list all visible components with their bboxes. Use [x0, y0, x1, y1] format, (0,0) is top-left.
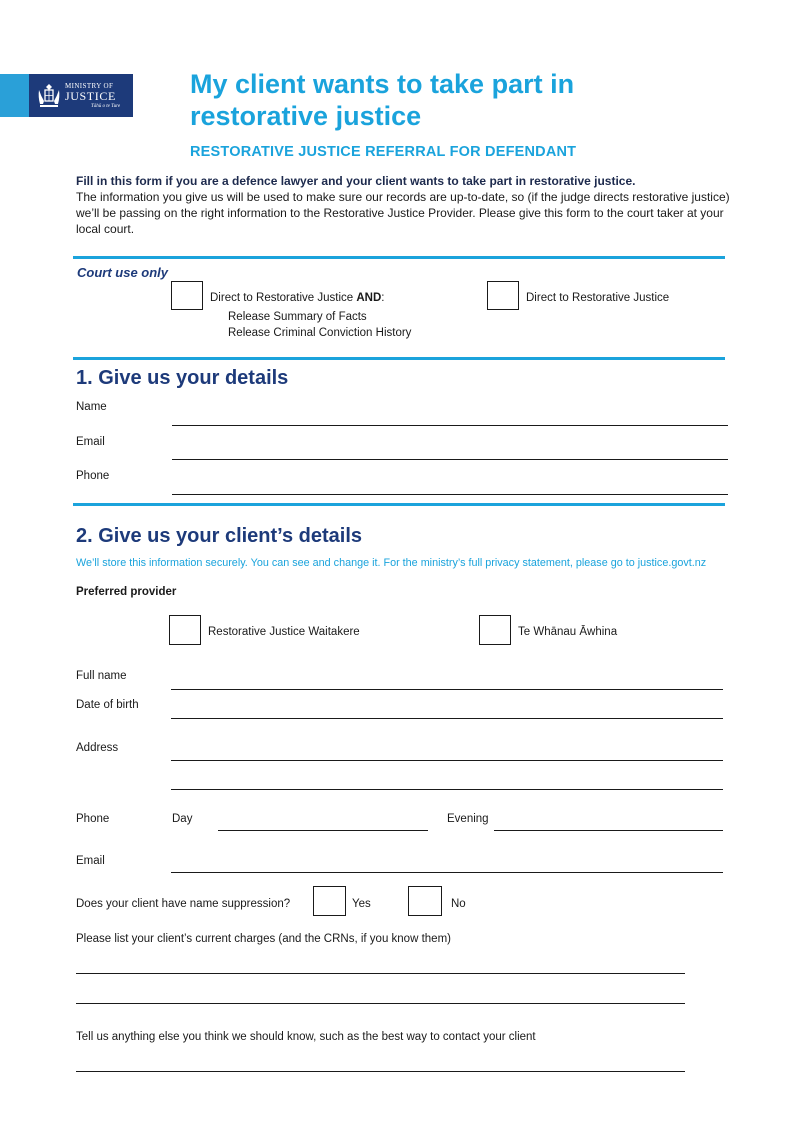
client-dob-field[interactable] — [171, 718, 723, 719]
ministry-logo — [0, 74, 133, 117]
client-address-field-2[interactable] — [171, 789, 723, 790]
your-name-field[interactable] — [172, 425, 728, 426]
provider-waitakere-checkbox[interactable] — [169, 615, 201, 645]
suppression-yes-checkbox[interactable] — [313, 886, 346, 916]
suppression-question: Does your client have name suppression? — [76, 898, 291, 910]
client-address-field-1[interactable] — [171, 760, 723, 761]
privacy-statement: We’ll store this information securely. You can see and change it. For the ministry’s full privacy statement, please go to justice.govt.nz — [76, 557, 707, 569]
section2-heading: 2. Give us your client’s details — [76, 525, 363, 547]
coat-of-arms-icon — [36, 82, 62, 109]
client-phone-label: Phone — [76, 813, 110, 825]
court-option-release-checkbox[interactable] — [171, 281, 203, 310]
court-option-release-label — [210, 292, 384, 304]
client-phone-day-label: Day — [172, 813, 193, 825]
logo-text-justice: JUSTICE — [65, 89, 116, 103]
client-phone-day-field[interactable] — [218, 830, 428, 831]
your-email-field[interactable] — [172, 459, 728, 460]
client-email-label: Email — [76, 855, 105, 867]
provider-te-whanau-awhina-checkbox[interactable] — [479, 615, 511, 645]
preferred-provider-label: Preferred provider — [76, 586, 177, 598]
court-sub-history: Release Criminal Conviction History — [228, 327, 412, 339]
court-option-release-colon: : — [381, 292, 385, 304]
court-option-direct-checkbox[interactable] — [487, 281, 519, 310]
intro-lead: Fill in this form if you are a defence lawyer and your client wants to take part in restorative justice. — [76, 174, 636, 188]
court-sub-summary: Release Summary of Facts — [228, 311, 367, 323]
client-phone-evening-field[interactable] — [494, 830, 723, 831]
page-subtitle: RESTORATIVE JUSTICE REFERRAL FOR DEFENDANT — [190, 144, 577, 160]
suppression-no-checkbox[interactable] — [408, 886, 442, 916]
client-email-field[interactable] — [171, 872, 723, 873]
client-fullname-field[interactable] — [171, 689, 723, 690]
page-title: My client wants to take part in restorative justice — [190, 69, 575, 131]
client-dob-label: Date of birth — [76, 699, 139, 711]
charges-label: Please list your client’s current charges (and the CRNs, if you know them) — [76, 933, 451, 945]
provider-te-whanau-awhina-label: Te Whānau Āwhina — [518, 626, 618, 638]
your-phone-label: Phone — [76, 470, 110, 482]
court-option-direct-label: Direct to Restorative Justice — [526, 292, 670, 304]
divider-section1-top — [73, 357, 725, 360]
client-address-label: Address — [76, 742, 119, 754]
logo-panel — [29, 74, 133, 117]
other-info-label: Tell us anything else you think we should know, such as the best way to contact your client — [76, 1031, 536, 1043]
intro-text — [76, 173, 736, 237]
charges-field-1[interactable] — [76, 973, 685, 974]
provider-waitakere-label: Restorative Justice Waitakere — [208, 626, 360, 638]
suppression-yes-label: Yes — [352, 898, 371, 910]
client-fullname-label: Full name — [76, 670, 127, 682]
your-phone-field[interactable] — [172, 494, 728, 495]
charges-field-2[interactable] — [76, 1003, 685, 1004]
client-phone-evening-label: Evening — [447, 813, 489, 825]
logo-text-maori: Tāhū o te Ture — [91, 104, 121, 109]
section1-heading: 1. Give us your details — [76, 367, 289, 389]
logo-text-ministry-of: MINISTRY OF — [65, 82, 114, 90]
suppression-no-label: No — [451, 898, 466, 910]
court-option-release-and: AND — [356, 292, 382, 304]
your-name-label: Name — [76, 401, 107, 413]
intro-body: The information you give us will be used to make sure our records are up-to-date, so (if the judge directs restorative justice) we’ll be passing on the right information to the Restorative Justice Provider. Please give this form to the court taker at your local court. — [76, 190, 730, 236]
divider-court-top — [73, 256, 725, 259]
divider-section2-top — [73, 503, 725, 506]
court-use-heading: Court use only — [77, 265, 169, 280]
other-info-field[interactable] — [76, 1071, 685, 1072]
court-option-release-prefix: Direct to Restorative Justice — [210, 292, 357, 304]
your-email-label: Email — [76, 436, 105, 448]
